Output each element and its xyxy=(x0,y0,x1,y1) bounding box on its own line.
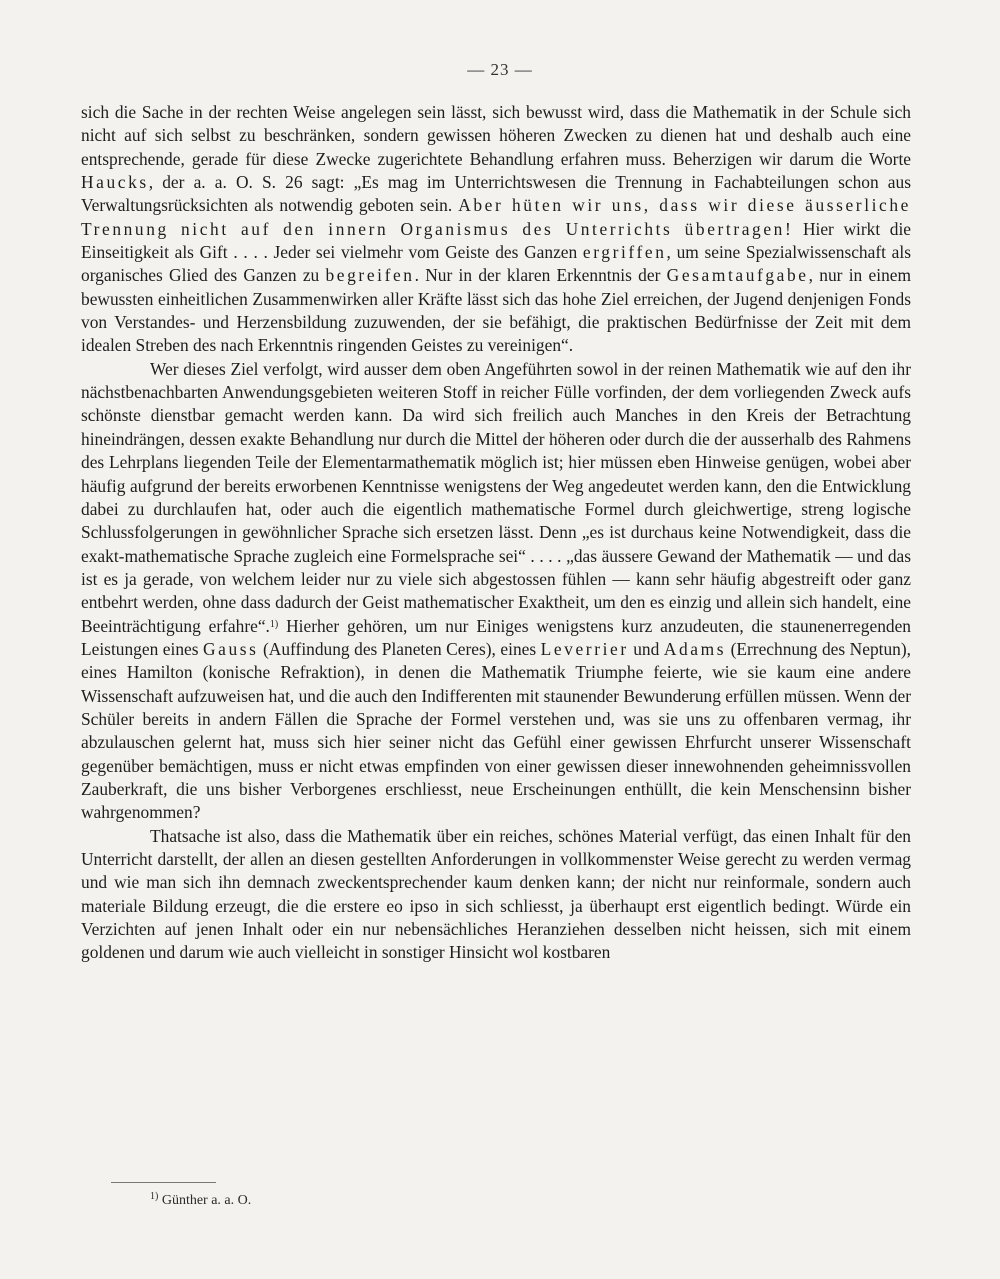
body-text xyxy=(81,101,911,965)
text-run: (Auffindung des Planeten Ceres), eines xyxy=(258,638,541,659)
emphasized-text: ergriffen xyxy=(582,242,667,263)
emphasized-text: Leverrier xyxy=(540,638,629,659)
footnote-reference: 1) xyxy=(269,618,279,630)
footnote-text: Günther a. a. O. xyxy=(158,1193,252,1208)
text-run: , um seine Spezialwissenschaft als organisches Glied des Ganzen zu xyxy=(81,242,911,286)
paragraph xyxy=(81,101,911,358)
footnote-marker: 1) xyxy=(150,1191,159,1202)
emphasized-text: begreifen xyxy=(325,265,415,286)
text-run: , nur in einem bewussten einheitlichen Zusammenwirken aller Kräfte lässt sich das hohe Ziel erreichen, der Jugend denjenigen Fonds von Verstandes- und Herzensbildung zuzuwenden, der sie befähigt, die praktischen Bedürfnisse der Zeit mit dem idealen Streben des nach Erkenntnis ringenden Geistes zu vereinigen“. xyxy=(81,265,912,356)
page-number: — 23 — xyxy=(467,60,533,79)
emphasized-text: Gauss xyxy=(203,638,259,659)
emphasized-text: Aber hüten wir uns, dass wir diese äusserliche Trennung nicht auf den innern Organismus des Unterrichts übertragen! xyxy=(81,195,911,239)
text-run: (Errechnung des Neptun), eines Hamilton (konische Refraktion), in denen die Mathematik Triumphe feierte, wie sie kaum eine andere Wissenschaft aufzuweisen hat, und die auch den Indifferenten mit staunender Bewunderung erfüllen müssen. Wenn der Schüler bereits in andern Fällen die Sprache der Formel verstehen und, was sie uns zu offenbaren vermag, ihr abzulauschen gelernt hat, muss sich hier seiner nicht das Gefühl einer gewissen Ehrfurcht unserer Wissenschaft gegenüber bemächtigen, muss er nicht etwas empfinden von einer gewissen dieser innewohnenden geheimnissvollen Zauberkraft, die uns bisher Verborgenes erschliesst, neue Erscheinungen enthüllt, die kein Menschensinn bisher wahrgenommen? xyxy=(81,638,911,823)
text-run: , der a. a. O. S. 26 sagt: „Es mag im Unterrichtswesen die Trennung in Fachabteilungen schon aus Verwaltungsrücksichten als notwendig geboten sein. xyxy=(81,172,911,216)
footnote-divider xyxy=(111,1182,216,1183)
text-run: Hier wirkt die Einseitigkeit als Gift . . . . Jeder sei vielmehr vom Geiste des Ganzen xyxy=(81,218,911,263)
footnote xyxy=(150,1193,251,1209)
paragraph xyxy=(81,825,911,965)
text-run: und xyxy=(628,638,664,659)
emphasized-text: Adams xyxy=(663,638,727,659)
text-run: Thatsache ist also, dass die Mathematik über ein reiches, schönes Material verfügt, das einen Inhalt für den Unterricht darstellt, der allen an diesen gestellten Anforderungen in vollkommenster Weise gerecht zu werden vermag und wie man sich ihn demnach zweckentsprechender kaum denken kann; der nicht nur reinformale, sondern auch materiale Bildung erzeugt, die die erstere eo ipso in sich schliesst, ja überhaupt erst eigentlich bedingt. Würde ein Verzichten auf jenen Inhalt oder ein nur nebensächliches Heranziehen desselben nicht heissen, sich mit einem goldenen und darum wie auch vielleicht in sonstiger Hinsicht wol kostbaren xyxy=(81,825,911,963)
text-run: Wer dieses Ziel verfolgt, wird ausser dem oben Angeführten sowol in der reinen Mathematik wie auf den ihr nächstbenachbarten Anwendungsgebieten weiteren Stoff in reicher Fülle vorfinden, der dem vorliegenden Zweck aufs schönste dienstbar gemacht werden kann. Da wird sich freilich auch Manches in den Kreis der Betrachtung hineindrängen, dessen exakte Behandlung nur durch die Mittel der höheren oder durch die der ausserhalb des Rahmens des Lehrplans liegenden Teile der Elementarmathematik möglich ist; hier müssen eben Hinweise genügen, wobei aber häufig aufgrund der bereits erworbenen Kenntnisse wenigstens der Weg angedeutet werden kann, den die Entwicklung dabei zu durchlaufen hat, oder auch die eigentlich mathematische Formel durch gleichwertige, streng logische Schlussfolgerungen in gewöhnlicher Sprache sich ersetzen lässt. Denn „es ist durchaus keine Notwendigkeit, dass die exakt-mathematische Sprache zugleich eine Formelsprache sei“ . . . . „das äussere Gewand der Mathematik — und das ist es ja gerade, von welchem leider nur zu viele sich abgestossen fühlen — kann sehr häufig abgestreift oder ganz entbehrt werden, ohne dass dadurch der Geist mathematischer Exaktheit, um den es einzig und allein sich handelt, eine Beeinträchtigung erfahre“. xyxy=(81,358,911,636)
emphasized-text: Gesamtaufgabe xyxy=(666,265,809,286)
text-run: Hierher gehören, um nur Einiges wenigstens kurz anzudeuten, die staunenerregenden Leistungen eines xyxy=(81,615,911,659)
text-run: sich die Sache in der rechten Weise angelegen sein lässt, sich bewusst wird, dass die Mathematik in der Schule sich nicht auf sich selbst zu beschränken, sondern gewissen höheren Zwecken zu dienen hat und deshalb auch eine entsprechende, gerade für diese Zwecke zugerichtete Behandlung erfahren muss. Beherzigen wir darum die Worte xyxy=(81,102,911,169)
text-run: . Nur in der klaren Erkenntnis der xyxy=(414,265,667,286)
paragraph xyxy=(81,358,911,825)
emphasized-text: Haucks xyxy=(81,172,149,193)
